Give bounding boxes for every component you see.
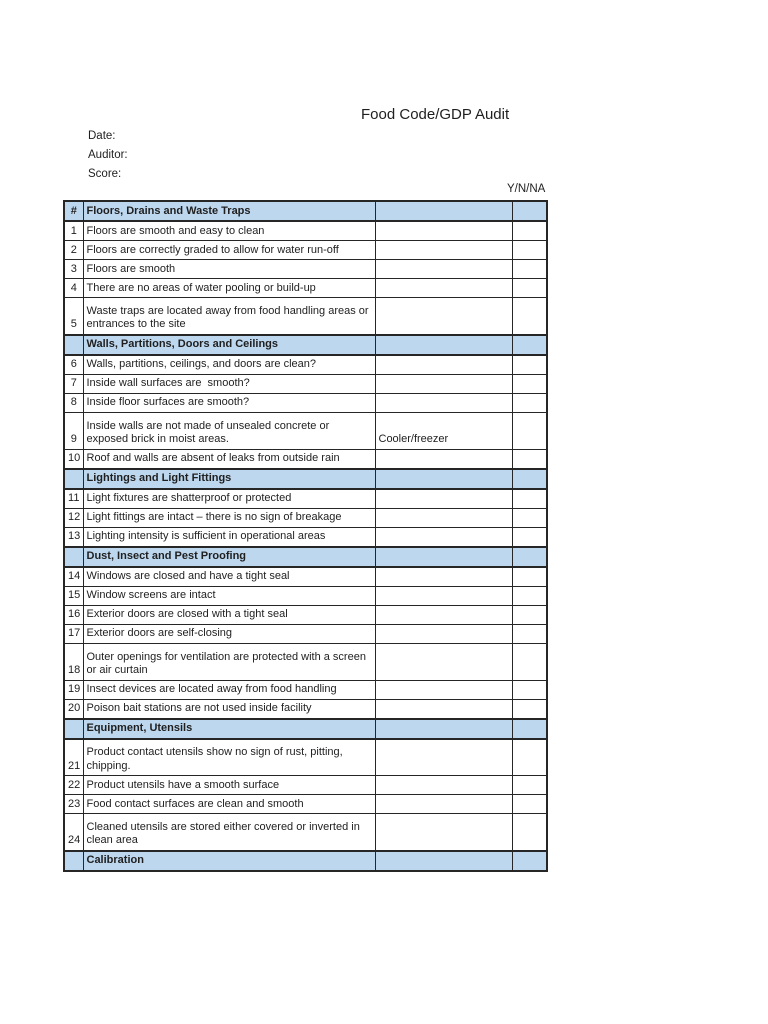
section-title-cell: Dust, Insect and Pest Proofing	[83, 547, 375, 567]
item-response-cell	[512, 260, 547, 279]
item-comment-cell	[375, 279, 512, 298]
item-row	[64, 795, 547, 814]
item-response-cell	[512, 643, 547, 680]
item-row	[64, 449, 547, 469]
item-number-cell: 24	[64, 814, 83, 851]
item-number-cell: 11	[64, 489, 83, 509]
item-row	[64, 412, 547, 449]
item-text-cell: Exterior doors are self-closing	[83, 624, 375, 643]
item-text-cell: Cleaned utensils are stored either covered or inverted in clean area	[83, 814, 375, 851]
item-row	[64, 374, 547, 393]
item-response-cell	[512, 624, 547, 643]
item-row	[64, 260, 547, 279]
item-text-cell: Inside walls are not made of unsealed concrete or exposed brick in moist areas.	[83, 412, 375, 449]
item-response-cell	[512, 567, 547, 587]
item-response-cell	[512, 699, 547, 719]
item-response-cell	[512, 489, 547, 509]
section-comment-cell	[375, 547, 512, 567]
section-response-cell	[512, 547, 547, 567]
item-row	[64, 699, 547, 719]
corner-hash-cell	[64, 719, 83, 739]
section-comment-cell	[375, 719, 512, 739]
item-number-cell: 19	[64, 680, 83, 699]
item-text-cell: Waste traps are located away from food handling areas or entrances to the site	[83, 298, 375, 335]
item-comment-cell	[375, 814, 512, 851]
item-number-cell: 23	[64, 795, 83, 814]
item-row	[64, 298, 547, 335]
item-text-cell: Product utensils have a smooth surface	[83, 776, 375, 795]
item-number-cell: 20	[64, 699, 83, 719]
item-comment-cell	[375, 527, 512, 547]
item-comment-cell	[375, 567, 512, 587]
item-response-cell	[512, 508, 547, 527]
item-row	[64, 586, 547, 605]
item-row	[64, 279, 547, 298]
item-comment-cell	[375, 680, 512, 699]
section-title-cell: Equipment, Utensils	[83, 719, 375, 739]
item-comment-cell	[375, 739, 512, 776]
response-scale-label: Y/N/NA	[507, 183, 546, 195]
item-comment-cell	[375, 241, 512, 260]
score-label: Score:	[88, 168, 122, 180]
section-header-row	[64, 851, 547, 871]
item-row	[64, 680, 547, 699]
section-header-row	[64, 335, 547, 355]
item-response-cell	[512, 605, 547, 624]
item-number-cell: 17	[64, 624, 83, 643]
item-row	[64, 508, 547, 527]
item-number-cell: 3	[64, 260, 83, 279]
item-response-cell	[512, 241, 547, 260]
corner-hash-cell	[64, 547, 83, 567]
item-text-cell: Windows are closed and have a tight seal	[83, 567, 375, 587]
item-number-cell: 1	[64, 221, 83, 241]
item-text-cell: Poison bait stations are not used inside facility	[83, 699, 375, 719]
item-response-cell	[512, 393, 547, 412]
item-text-cell: Inside wall surfaces are smooth?	[83, 374, 375, 393]
item-number-cell: 5	[64, 298, 83, 335]
item-number-cell: 10	[64, 449, 83, 469]
item-comment-cell	[375, 624, 512, 643]
item-number-cell: 2	[64, 241, 83, 260]
section-header-row	[64, 547, 547, 567]
item-number-cell: 16	[64, 605, 83, 624]
item-text-cell: Inside floor surfaces are smooth?	[83, 393, 375, 412]
item-response-cell	[512, 412, 547, 449]
item-comment-cell	[375, 298, 512, 335]
item-response-cell	[512, 449, 547, 469]
corner-hash-cell	[64, 851, 83, 871]
item-response-cell	[512, 795, 547, 814]
item-number-cell: 18	[64, 643, 83, 680]
item-text-cell: Insect devices are located away from food handling	[83, 680, 375, 699]
item-text-cell: Lighting intensity is sufficient in operational areas	[83, 527, 375, 547]
item-row	[64, 221, 547, 241]
item-text-cell: Roof and walls are absent of leaks from outside rain	[83, 449, 375, 469]
section-response-cell	[512, 851, 547, 871]
item-text-cell: Outer openings for ventilation are protected with a screen or air curtain	[83, 643, 375, 680]
item-response-cell	[512, 527, 547, 547]
item-comment-cell	[375, 776, 512, 795]
item-text-cell: There are no areas of water pooling or build-up	[83, 279, 375, 298]
section-response-cell	[512, 201, 547, 221]
item-number-cell: 6	[64, 355, 83, 375]
item-response-cell	[512, 355, 547, 375]
item-number-cell: 4	[64, 279, 83, 298]
item-comment-cell	[375, 643, 512, 680]
item-response-cell	[512, 279, 547, 298]
item-comment-cell: Cooler/freezer	[375, 412, 512, 449]
item-response-cell	[512, 739, 547, 776]
item-text-cell: Walls, partitions, ceilings, and doors are clean?	[83, 355, 375, 375]
item-number-cell: 9	[64, 412, 83, 449]
item-response-cell	[512, 221, 547, 241]
item-text-cell: Light fixtures are shatterproof or protected	[83, 489, 375, 509]
item-text-cell: Light fittings are intact – there is no sign of breakage	[83, 508, 375, 527]
item-text-cell: Floors are smooth and easy to clean	[83, 221, 375, 241]
item-comment-cell	[375, 586, 512, 605]
item-comment-cell	[375, 221, 512, 241]
item-row	[64, 739, 547, 776]
page-title: Food Code/GDP Audit	[361, 106, 510, 123]
item-text-cell: Floors are smooth	[83, 260, 375, 279]
item-row	[64, 624, 547, 643]
item-number-cell: 15	[64, 586, 83, 605]
item-comment-cell	[375, 605, 512, 624]
item-row	[64, 567, 547, 587]
item-number-cell: 8	[64, 393, 83, 412]
audit-table	[63, 200, 548, 872]
corner-hash-cell: #	[64, 201, 83, 221]
item-row	[64, 393, 547, 412]
item-response-cell	[512, 374, 547, 393]
item-response-cell	[512, 776, 547, 795]
section-comment-cell	[375, 335, 512, 355]
item-row	[64, 776, 547, 795]
item-comment-cell	[375, 489, 512, 509]
section-title-cell: Walls, Partitions, Doors and Ceilings	[83, 335, 375, 355]
item-response-cell	[512, 680, 547, 699]
item-comment-cell	[375, 374, 512, 393]
item-number-cell: 21	[64, 739, 83, 776]
auditor-label: Auditor:	[88, 149, 128, 161]
item-text-cell: Product contact utensils show no sign of rust, pitting, chipping.	[83, 739, 375, 776]
item-row	[64, 643, 547, 680]
item-text-cell: Exterior doors are closed with a tight seal	[83, 605, 375, 624]
item-response-cell	[512, 586, 547, 605]
item-comment-cell	[375, 795, 512, 814]
section-comment-cell	[375, 201, 512, 221]
meta-block	[88, 127, 128, 184]
item-number-cell: 12	[64, 508, 83, 527]
section-response-cell	[512, 719, 547, 739]
section-header-row	[64, 201, 547, 221]
section-header-row	[64, 719, 547, 739]
item-response-cell	[512, 814, 547, 851]
item-text-cell: Floors are correctly graded to allow for water run-off	[83, 241, 375, 260]
audit-table-body	[64, 201, 547, 871]
corner-hash-cell	[64, 469, 83, 489]
section-comment-cell	[375, 851, 512, 871]
item-row	[64, 241, 547, 260]
section-title-cell: Floors, Drains and Waste Traps	[83, 201, 375, 221]
date-label: Date:	[88, 130, 116, 142]
section-title-cell: Calibration	[83, 851, 375, 871]
item-number-cell: 22	[64, 776, 83, 795]
item-number-cell: 13	[64, 527, 83, 547]
item-row	[64, 605, 547, 624]
section-comment-cell	[375, 469, 512, 489]
item-row	[64, 355, 547, 375]
item-comment-cell	[375, 393, 512, 412]
item-comment-cell	[375, 508, 512, 527]
section-header-row	[64, 469, 547, 489]
item-row	[64, 527, 547, 547]
section-response-cell	[512, 335, 547, 355]
item-comment-cell	[375, 699, 512, 719]
item-response-cell	[512, 298, 547, 335]
item-text-cell: Window screens are intact	[83, 586, 375, 605]
item-comment-cell	[375, 260, 512, 279]
item-comment-cell	[375, 355, 512, 375]
item-number-cell: 14	[64, 567, 83, 587]
item-row	[64, 489, 547, 509]
section-response-cell	[512, 469, 547, 489]
item-row	[64, 814, 547, 851]
item-text-cell: Food contact surfaces are clean and smooth	[83, 795, 375, 814]
section-title-cell: Lightings and Light Fittings	[83, 469, 375, 489]
corner-hash-cell	[64, 335, 83, 355]
item-comment-cell	[375, 449, 512, 469]
item-number-cell: 7	[64, 374, 83, 393]
